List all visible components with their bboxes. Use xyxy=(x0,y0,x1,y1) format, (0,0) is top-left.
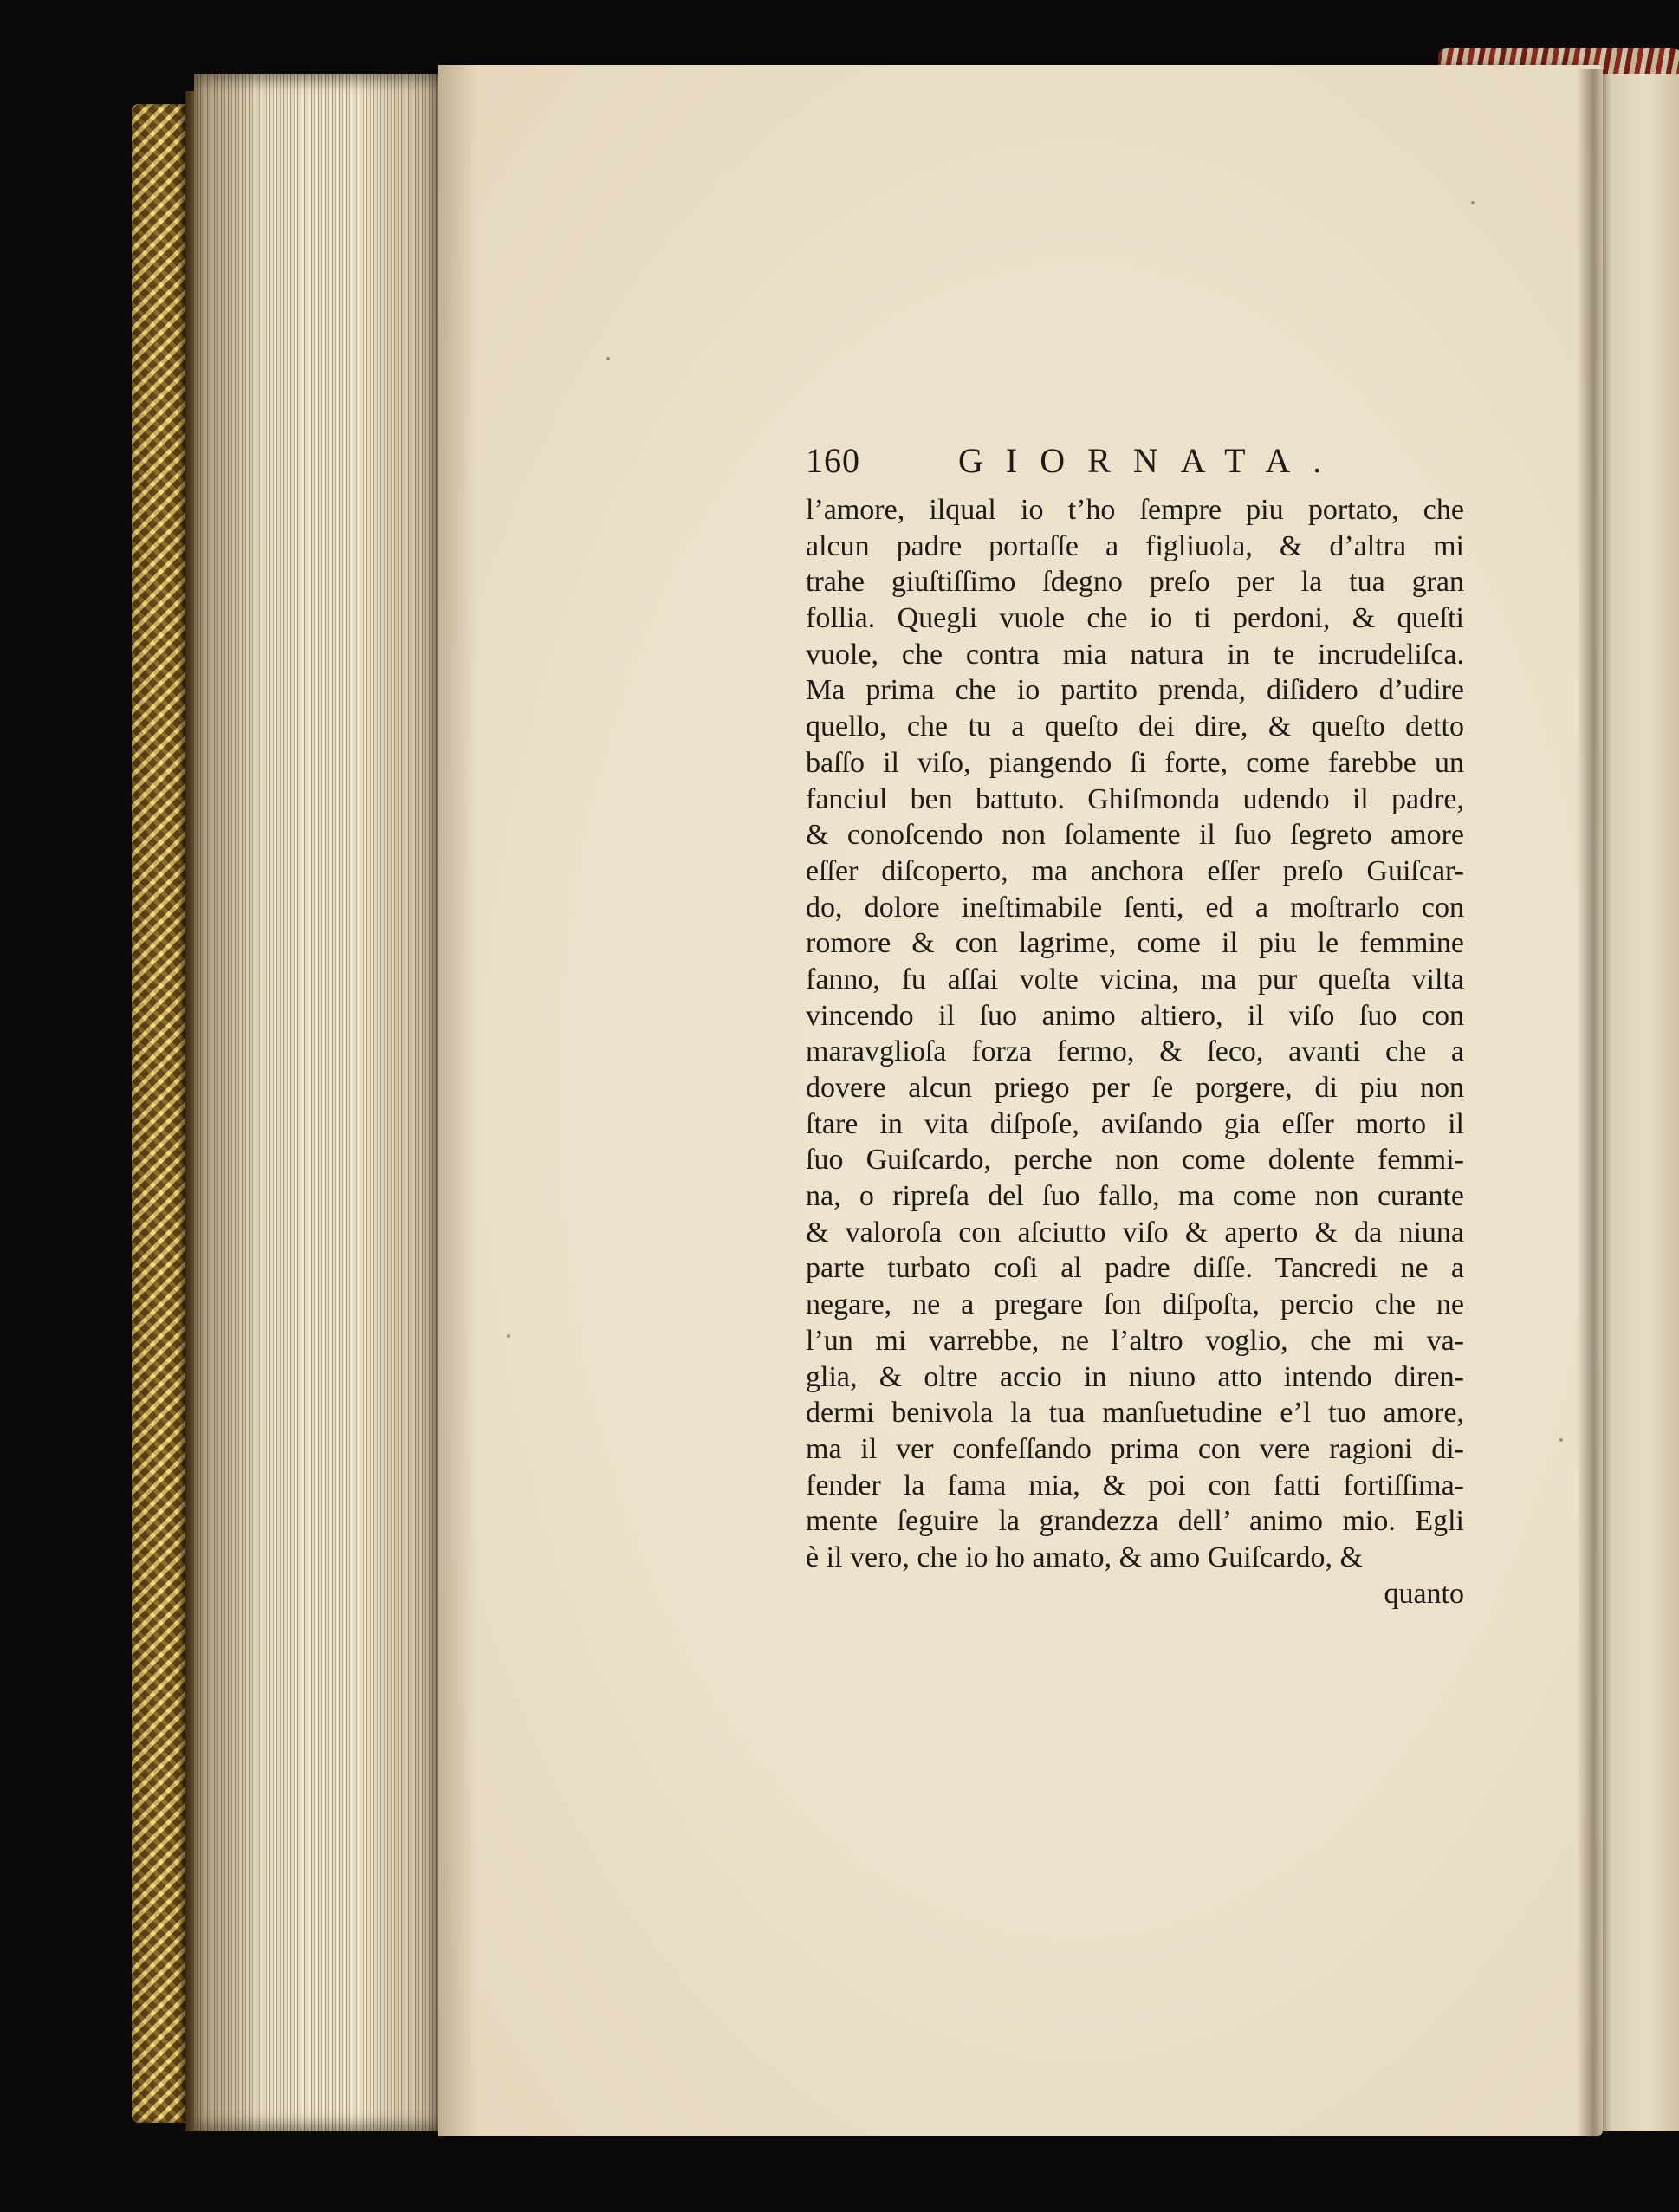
text-line: na, o ripreſa del ſuo fallo, ma come non curante xyxy=(806,1180,1464,1213)
text-line: parte turbato coſi al padre diſſe. Tancredi ne a xyxy=(806,1252,1464,1285)
running-title: GIORNATA. xyxy=(958,441,1345,480)
text-line: ſuo Guiſcardo, perche non come dolente femmi- xyxy=(806,1144,1464,1177)
text-line: fanno, fu aſſai volte vicina, ma pur queſta vilta xyxy=(806,963,1464,996)
text-line: maravglioſa forza fermo, & ſeco, avanti che a xyxy=(806,1035,1464,1068)
text-line: dermi benivola la tua manſuetudine e’l tuo amore, xyxy=(806,1397,1464,1430)
text-line: & valoroſa con aſciutto viſo & aperto & da niuna xyxy=(806,1216,1464,1249)
text-line: do, dolore ineſtimabile ſenti, ed a moſtrarlo con xyxy=(806,891,1464,924)
text-line: ſtare in vita diſpoſe, aviſando gia eſſer morto il xyxy=(806,1107,1464,1140)
text-line: fender la fama mia, & poi con fatti fortiſſima- xyxy=(806,1469,1464,1502)
text-line: negare, ne a pregare ſon diſpoſta, percio che ne xyxy=(806,1288,1464,1321)
text-line: romore & con lagrime, come il piu le femmine xyxy=(806,927,1464,960)
paper-speck xyxy=(1471,201,1475,204)
catchword: quanto xyxy=(1384,1577,1464,1610)
text-line: alcun padre portaſſe a figliuola, & d’altra mi xyxy=(806,529,1464,562)
paper-speck xyxy=(507,1334,510,1338)
page-number: 160 xyxy=(806,441,860,480)
text-line: l’un mi varrebbe, ne l’altro voglio, che mi va- xyxy=(806,1324,1464,1357)
text-line: vuole, che contra mia natura in te incrudeliſca. xyxy=(806,638,1464,671)
text-line: dovere alcun priego per ſe porgere, di piu non xyxy=(806,1072,1464,1104)
paper-speck xyxy=(1559,1438,1563,1442)
text-line: trahe giuſtiſſimo ſdegno preſo per la tua gran xyxy=(806,566,1464,599)
paper-speck xyxy=(606,357,610,360)
text-line: mente ſeguire la grandezza dell’ animo mio. Egli xyxy=(806,1505,1464,1538)
page-crease xyxy=(1577,69,1608,2136)
page-edges-shadow xyxy=(194,74,445,2131)
text-line: follia. Quegli vuole che io ti perdoni, & queſti xyxy=(806,602,1464,635)
text-line: baſſo il viſo, piangendo ſi forte, come farebbe un xyxy=(806,746,1464,779)
running-head xyxy=(806,440,1464,492)
page-gutter-shadow xyxy=(438,65,477,2136)
text-line: è il vero, che io ho amato, & amo Guiſcardo, & xyxy=(806,1541,1363,1573)
gilt-spine xyxy=(132,104,185,2123)
text-line: vincendo il ſuo animo altiero, il viſo ſuo con xyxy=(806,999,1464,1032)
text-line: eſſer diſcoperto, ma anchora eſſer preſo Guiſcar- xyxy=(806,854,1464,887)
text-block xyxy=(806,440,1464,1612)
body-text xyxy=(806,492,1464,1576)
text-line: & conoſcendo non ſolamente il ſuo ſegreto amore xyxy=(806,819,1464,852)
facing-page xyxy=(1597,74,1679,2131)
text-line: fanciul ben battuto. Ghiſmonda udendo il padre, xyxy=(806,782,1464,815)
text-line: quello, che tu a queſto dei dire, & queſto detto xyxy=(806,710,1464,743)
text-line: l’amore, ilqual io t’ho ſempre piu portato, che xyxy=(806,494,1464,526)
text-line: Ma prima che io partito prenda, diſidero d’udire xyxy=(806,674,1464,707)
text-line: glia, & oltre accio in niuno atto intendo diren- xyxy=(806,1360,1464,1393)
text-line: ma il ver confeſſando prima con vere ragioni di- xyxy=(806,1432,1464,1465)
